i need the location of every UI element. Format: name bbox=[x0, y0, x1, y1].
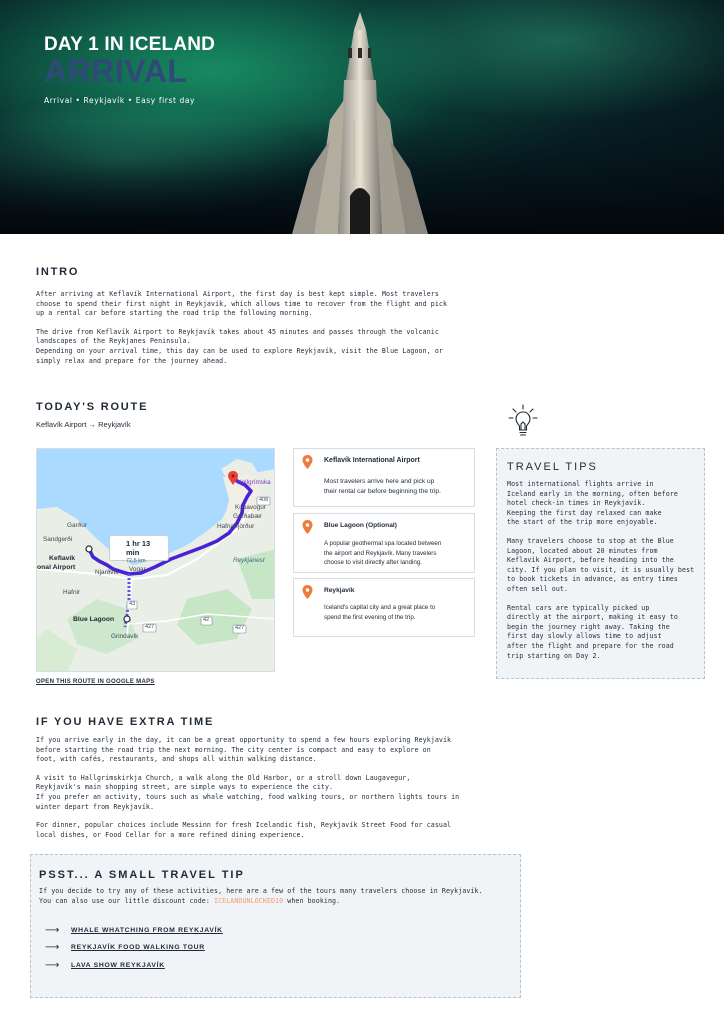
stop-name: Reykjavík bbox=[324, 587, 355, 594]
map-pin-icon bbox=[302, 455, 313, 469]
map-label-reykjanes: Reykjanest bbox=[233, 557, 265, 564]
discount-code: ICELANDUNLOCKED10 bbox=[214, 896, 284, 905]
map-label-gardabaer: Garðabær bbox=[233, 513, 263, 520]
tour-label[interactable]: LAVA SHOW REYKJAVÍK bbox=[71, 961, 165, 969]
hero-banner bbox=[0, 0, 724, 234]
map-shield-408: 408 bbox=[259, 497, 269, 503]
tour-link-lava-show[interactable] bbox=[45, 960, 165, 970]
stop-desc: A popular geothermal spa located between the airport and Reykjavík. Many travelers choose to visit directly after landing. bbox=[324, 540, 442, 567]
promo-text: If you decide to try any of these activities, here are a few of the tours many travelers choose in Reykjavík. You can also use our little discount code: ICELANDUNLOCKED10 when booking. bbox=[39, 887, 483, 905]
travel-tips-box bbox=[496, 448, 705, 679]
tour-label[interactable]: WHALE WHATCHING FROM REYKJAVÍK bbox=[71, 926, 223, 934]
map-label-vogar: Vogar bbox=[129, 566, 146, 573]
map-label-gardur: Garður bbox=[67, 522, 87, 529]
stop-desc: Iceland's capital city and a great place to spend the first evening of the trip. bbox=[324, 604, 436, 621]
route-subtitle: Keflavík Airport → Reykjavík bbox=[36, 420, 131, 429]
stop-keflavik-airport bbox=[293, 448, 475, 507]
map-label-grindavik: Grindavík bbox=[111, 633, 139, 640]
hallgrimskirkja-image bbox=[270, 0, 450, 234]
map-label-keflavik: Keflavík bbox=[49, 555, 76, 562]
arrow-right-icon: ⟶ bbox=[45, 959, 60, 971]
route-heading: TODAY'S ROUTE bbox=[36, 401, 149, 413]
hero-title: DAY 1 IN ICELAND bbox=[44, 34, 216, 55]
route-duration-box bbox=[109, 535, 169, 564]
map-shield-43: 43 bbox=[129, 601, 136, 607]
map-label-kopavogur: Kópavogur bbox=[235, 504, 266, 511]
stop-name: Blue Lagoon (Optional) bbox=[324, 522, 397, 529]
tips-text: Most international flights arrive in Iceland early in the morning, often before hotel check-in times in Reykjavík. Keeping the first day relaxed can make the start of the trip more enjoyable. Many travelers choose to stop at the Blue Lagoon, located about 20 minutes from Keflavík Airport, before heading into the city. If you plan to visit, it is usually best to book tickets in advance, as entry times often sell out. Rental cars are typically picked up directly at the airport, making it easy to begin the journey right away. Taking the first day slowly allows time to adjust after the flight and prepare for the road trip starting on Day 2. bbox=[507, 480, 695, 660]
map-shield-427a: 427 bbox=[145, 624, 155, 630]
extra-heading: IF YOU HAVE EXTRA TIME bbox=[36, 716, 215, 728]
route-map[interactable] bbox=[36, 448, 275, 672]
intro-text: After arriving at Keflavík International Airport, the first day is best kept simple. Most travelers choose to spend their first night in Reykjavík, which allows time to recover from the flight and pick up a rental car before starting the road trip the following morning. The drive from Keflavík Airport to Reykjavík takes about 45 minutes and passes through the volcanic landscapes of the Reykjanes Peninsula. Depending on your arrival time, this day can be used to explore Reykjavík, visit the Blue Lagoon, or simply relax and prepare for the journey ahead. bbox=[36, 290, 448, 365]
stop-desc: Most travelers arrive here and pick up their rental car before beginning the trip. bbox=[324, 478, 441, 495]
hero-tags: Arrival • Reykjavík • Easy first day bbox=[44, 96, 196, 105]
map-label-njardvik: Njarðvík bbox=[95, 569, 119, 576]
map-label-blue-lagoon: Blue Lagoon bbox=[73, 616, 115, 623]
route-duration: 1 hr 13 min bbox=[126, 539, 151, 557]
map-pin-icon bbox=[302, 585, 313, 599]
stop-blue-lagoon bbox=[293, 513, 475, 573]
tour-label[interactable]: REYKJAVÍK FOOD WALKING TOUR bbox=[71, 943, 205, 951]
map-label-airport: onal Airport bbox=[37, 564, 76, 571]
map-label-hafnir: Hafnir bbox=[63, 589, 81, 596]
stop-name: Keflavík International Airport bbox=[324, 457, 420, 464]
lightbulb-icon bbox=[508, 404, 538, 440]
map-shield-427b: 427 bbox=[235, 625, 245, 631]
extra-text: If you arrive early in the day, it can be a great opportunity to spend a few hours exploring Reykjavík before starting the road trip the next morning. The city center is compact and easy to explore on foot, with cafés, restaurants, and shops all within walking distance. A visit to Hallgrímskirkja Church, a walk along the Old Harbor, or a stroll down Laugavegur, Reykjavík's main shopping street, are simple ways to experience the city. If you prefer an activity, tours such as whale watching, food walking tours, or northern lights tours in winter depart from Reykjavík. For dinner, popular choices include Messinn for fresh Icelandic fish, Reykjavík Street Food for casual local dishes, or Food Cellar for a more refined dining experience. bbox=[36, 736, 460, 839]
tour-link-whale-watching[interactable] bbox=[45, 925, 223, 935]
hero-subtitle: ARRIVAL bbox=[44, 53, 188, 89]
map-label-sandgerdi: Sandgerði bbox=[43, 536, 73, 543]
intro-heading: INTRO bbox=[36, 266, 80, 278]
map-label-hafnarfjordur: Hafnarfjörður bbox=[217, 523, 255, 530]
travel-tip-promo-box bbox=[30, 854, 521, 998]
route-distance: 72,5 km bbox=[126, 558, 146, 564]
tour-link-food-walking[interactable] bbox=[45, 942, 205, 952]
tips-heading: TRAVEL TIPS bbox=[507, 461, 598, 473]
promo-heading: PSST... A SMALL TRAVEL TIP bbox=[39, 869, 245, 881]
arrow-right-icon: ⟶ bbox=[45, 924, 60, 936]
arrow-right-icon: ⟶ bbox=[45, 941, 60, 953]
map-label-hallgrims: Hallgrímska bbox=[237, 479, 271, 486]
map-pin-icon bbox=[302, 520, 313, 534]
map-shield-42: 42 bbox=[203, 617, 210, 623]
stop-reykjavik bbox=[293, 578, 475, 637]
open-map-link[interactable]: OPEN THIS ROUTE IN GOOGLE MAPS bbox=[36, 679, 155, 685]
